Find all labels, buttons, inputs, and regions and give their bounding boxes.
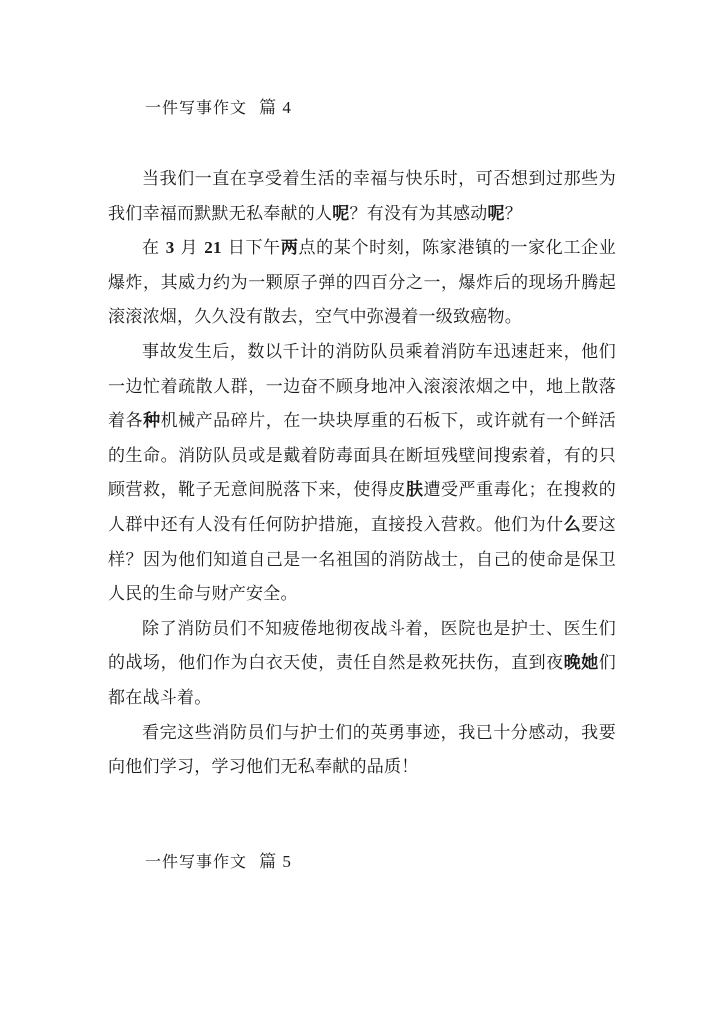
emphasized-text: 种	[143, 411, 161, 432]
emphasized-text: 两	[280, 238, 299, 259]
text-segment: 们都在战斗着。	[108, 653, 617, 708]
section-number: 篇 5	[259, 852, 292, 871]
section-number: 篇 4	[259, 98, 292, 117]
inline-number: 21	[204, 238, 222, 258]
text-segment: 看完这些消防员们与护士们的英勇事迹，我已十分感动，我要向他们学习，学习他们无私奉献的品质！	[108, 722, 616, 778]
text-segment: ？	[504, 203, 522, 224]
emphasized-text: 肤	[405, 480, 424, 501]
text-segment: ？有没有为其感动	[349, 203, 488, 224]
text-segment: 日下午	[221, 238, 281, 259]
paragraph	[108, 335, 616, 612]
text-segment: 月	[174, 238, 205, 259]
text-segment: 要这样？因为他们知道自己是一名祖国的消防战士，自己的使命是保卫人民的生命与财产安全。	[108, 514, 617, 605]
paragraph	[108, 716, 616, 785]
paragraph	[108, 231, 616, 335]
paragraph	[108, 162, 616, 231]
text-segment: 事故发生后，数以千计的消防队员乘着消防车迅速赶来，他们一边忙着疏散人群，一边奋不顾身地冲入滚滚浓烟之中，地上散落着各	[108, 341, 616, 432]
section-heading-4	[145, 98, 292, 118]
section-title: 一件写事作文	[145, 98, 248, 117]
article-body	[108, 162, 616, 785]
emphasized-text: 呢	[487, 203, 505, 224]
text-segment: 点的某个时刻，陈家港镇的一家化工企业爆炸，其威力约为一颗原子弹的四百分之一，爆炸后的现场升腾起滚滚浓烟，久久没有散去，空气中弥漫着一级致癌物。	[108, 238, 617, 328]
inline-number: 3	[165, 238, 175, 258]
emphasized-text: 晚她	[563, 653, 599, 674]
text-segment: 在	[142, 238, 166, 259]
section-heading-5	[145, 852, 292, 872]
text-segment: 除了消防员们不知疲倦地彻夜战斗着，医院也是护士、医生们的战场，他们作为白衣天使，责任自然是救死扶伤，直到夜	[108, 618, 616, 674]
text-segment: 机械产品碎片，在一块块厚重的石板下，或许就有一个鲜活的生命。消防队员或是戴着防毒面具在断垣残壁间搜索着，有的只顾营救，靴子无意间脱落下来，使得皮	[108, 411, 617, 501]
section-title: 一件写事作文	[145, 852, 248, 871]
emphasized-text: 呢	[332, 203, 350, 224]
text-segment: 当我们一直在享受着生活的幸福与快乐时，可否想到过那些为我们幸福而默默无私奉献的人	[108, 169, 616, 224]
emphasized-text: 么	[563, 514, 582, 535]
paragraph	[108, 612, 616, 716]
text-segment: 遭受严重毒化；在搜救的人群中还有人没有任何防护措施，直接投入营救。他们为什	[108, 480, 617, 535]
